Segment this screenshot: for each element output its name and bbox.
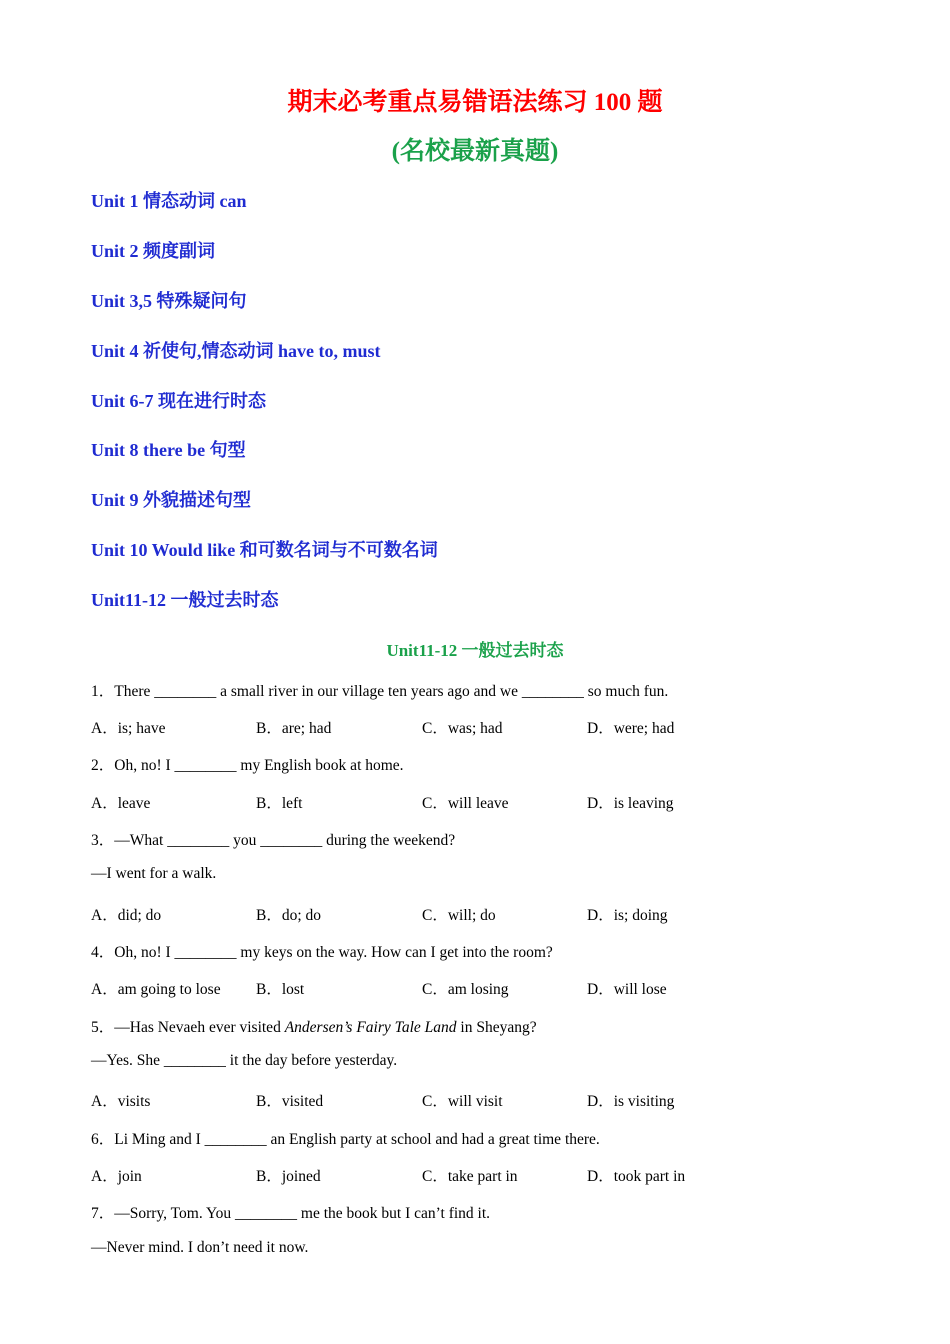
stem-text: 5．—Has Nevaeh ever visited [91, 1019, 285, 1036]
option-row [91, 1164, 851, 1184]
option-c: C．was; had [422, 720, 503, 737]
option-a: A．leave [91, 795, 151, 812]
unit-heading: Unit 2 频度副词 [91, 241, 216, 261]
option-b: B．are; had [256, 720, 332, 737]
option-c: C．will visit [422, 1093, 503, 1110]
option-a: A．visits [91, 1093, 151, 1110]
option-d: D．is leaving [587, 795, 674, 812]
unit-heading: Unit 10 Would like 和可数名词与不可数名词 [91, 540, 438, 560]
question-stem [91, 1015, 537, 1037]
option-b: B．visited [256, 1093, 324, 1110]
question-stem: 4．Oh, no! I ________ my keys on the way. How can I get into the room? [91, 944, 553, 961]
option-d: D．took part in [587, 1168, 686, 1185]
question-stem: 6．Li Ming and I ________ an English party at school and had a great time there. [91, 1131, 600, 1148]
option-d: D．is; doing [587, 907, 668, 924]
document-title: 期末必考重点易错语法练习 100 题 [287, 89, 663, 116]
option-a: A．join [91, 1168, 142, 1185]
section-title: Unit11-12 一般过去时态 [386, 641, 564, 660]
option-b: B．do; do [256, 907, 322, 924]
option-b: B．left [256, 795, 303, 812]
option-row [91, 977, 851, 997]
option-d: D．were; had [587, 720, 675, 737]
option-c: C．will leave [422, 795, 509, 812]
question-stem: 2．Oh, no! I ________ my English book at home. [91, 757, 404, 774]
question-stem: 1．There ________ a small river in our village ten years ago and we ________ so much fun. [91, 683, 669, 700]
option-a: A．am going to lose [91, 981, 221, 998]
document-subtitle: (名校最新真题) [391, 138, 559, 165]
option-a: A．did; do [91, 907, 162, 924]
option-row [91, 791, 851, 811]
option-row [91, 903, 851, 923]
option-row [91, 716, 851, 736]
option-c: C．am losing [422, 981, 509, 998]
unit-heading: Unit 9 外貌描述句型 [91, 490, 252, 510]
unit-heading: Unit 8 there be 句型 [91, 440, 246, 460]
question-stem: 3．—What ________ you ________ during the weekend? [91, 832, 456, 849]
question-reply: —Never mind. I don’t need it now. [91, 1239, 309, 1256]
question-stem: 7．—Sorry, Tom. You ________ me the book but I can’t find it. [91, 1205, 491, 1222]
option-b: B．joined [256, 1168, 321, 1185]
unit-heading: Unit 6-7 现在进行时态 [91, 391, 266, 411]
option-d: D．is visiting [587, 1093, 675, 1110]
unit-heading: Unit11-12 一般过去时态 [91, 590, 279, 610]
stem-text: in Sheyang? [456, 1019, 537, 1036]
question-reply: —I went for a walk. [91, 865, 217, 882]
stem-italic-title: Andersen’s Fairy Tale Land [284, 1019, 457, 1036]
question-reply: —Yes. She ________ it the day before yesterday. [91, 1052, 398, 1069]
option-a: A．is; have [91, 720, 166, 737]
unit-heading: Unit 4 祈使句,情态动词 have to, must [91, 341, 381, 361]
unit-heading: Unit 3,5 特殊疑问句 [91, 291, 247, 311]
option-c: C．take part in [422, 1168, 518, 1185]
option-d: D．will lose [587, 981, 667, 998]
unit-heading: Unit 1 情态动词 can [91, 191, 247, 211]
option-row [91, 1089, 851, 1109]
option-b: B．lost [256, 981, 305, 998]
option-c: C．will; do [422, 907, 496, 924]
